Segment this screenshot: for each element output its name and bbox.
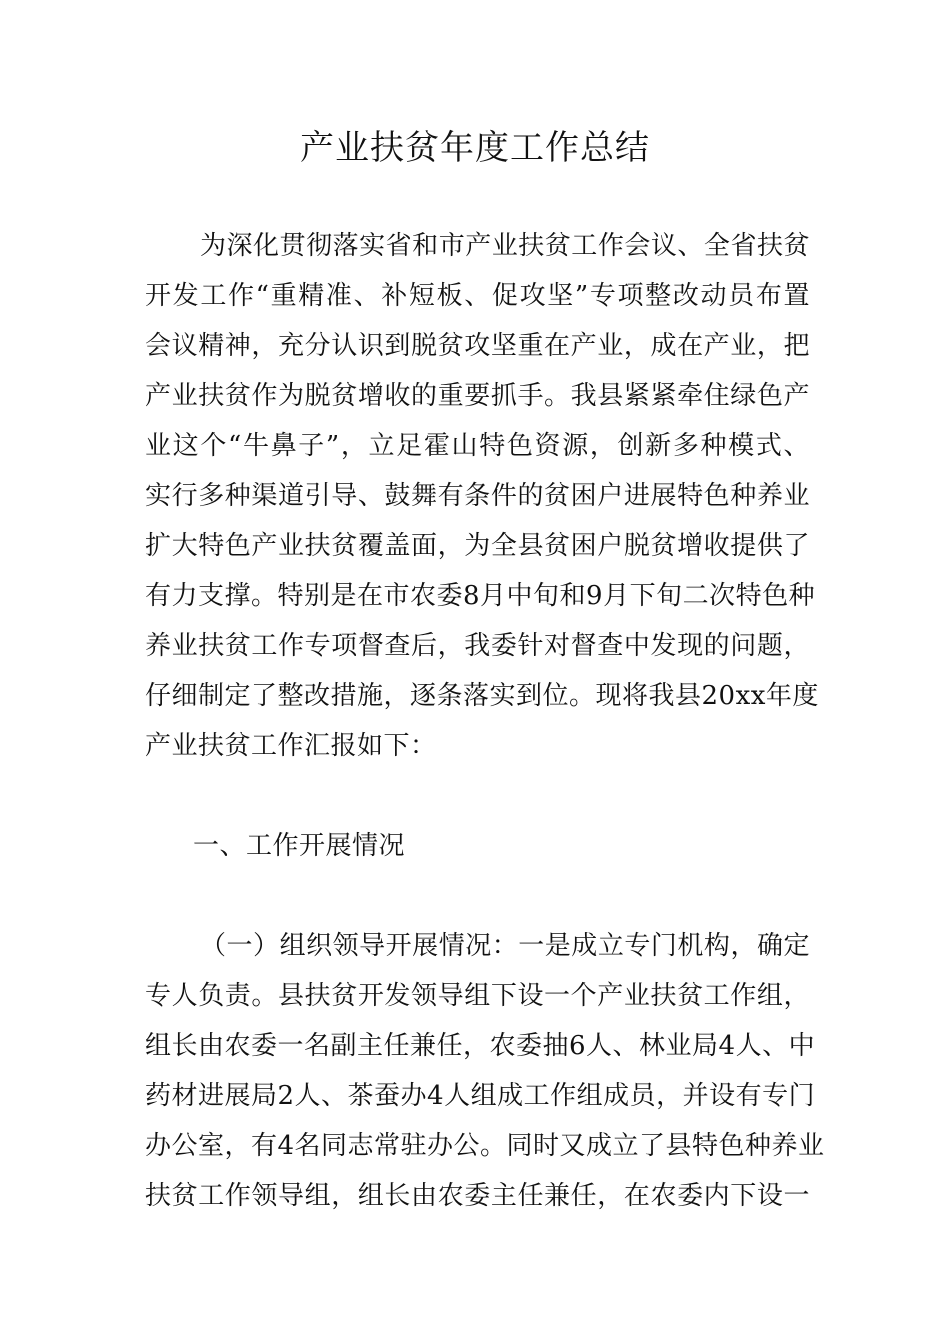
paragraph-line: 扶贫工作领导组，组长由农委主任兼任，在农委内下设一 (145, 1181, 810, 1211)
paragraph-line: 仔细制定了整改措施，逐条落实到位。现将我县20xx年度 (145, 681, 819, 711)
paragraph-line: 办公室，有4名同志常驻办公。同时又成立了县特色种养业 (145, 1131, 825, 1161)
paragraph-line: 养业扶贫工作专项督查后，我委针对督查中发现的问题， (145, 631, 810, 661)
paragraph-line: 开发工作“重精准、补短板、促攻坚”专项整改动员布置 (145, 281, 810, 311)
paragraph-line: （一）组织领导开展情况：一是成立专门机构，确定 (200, 931, 810, 961)
paragraph-line: 扩大特色产业扶贫覆盖面，为全县贫困户脱贫增收提供了 (145, 531, 810, 561)
paragraph-line: 会议精神，充分认识到脱贫攻坚重在产业，成在产业，把 (145, 331, 810, 361)
paragraph-line: 有力支撑。特别是在市农委8月中旬和9月下旬二次特色种 (145, 581, 816, 611)
paragraph-line: 业这个“牛鼻子”，立足霍山特色资源，创新多种模式、 (145, 431, 810, 461)
paragraph-line: 实行多种渠道引导、鼓舞有条件的贫困户进展特色种养业 (145, 481, 810, 511)
paragraph-line: 产业扶贫作为脱贫增收的重要抓手。我县紧紧牵住绿色产 (145, 381, 810, 411)
paragraph-line: 产业扶贫工作汇报如下： (145, 731, 437, 761)
paragraph-line: 为深化贯彻落实省和市产业扶贫工作会议、全省扶贫 (200, 231, 810, 261)
paragraph-line: 专人负责。县扶贫开发领导组下设一个产业扶贫工作组， (145, 981, 810, 1011)
section-heading: 一、工作开展情况 (193, 831, 406, 861)
paragraph-line: 药材进展局2人、茶蚕办4人组成工作组成员，并设有专门 (145, 1081, 816, 1111)
document-title: 产业扶贫年度工作总结 (300, 128, 650, 168)
paragraph-line: 组长由农委一名副主任兼任，农委抽6人、林业局4人、中 (145, 1031, 816, 1061)
